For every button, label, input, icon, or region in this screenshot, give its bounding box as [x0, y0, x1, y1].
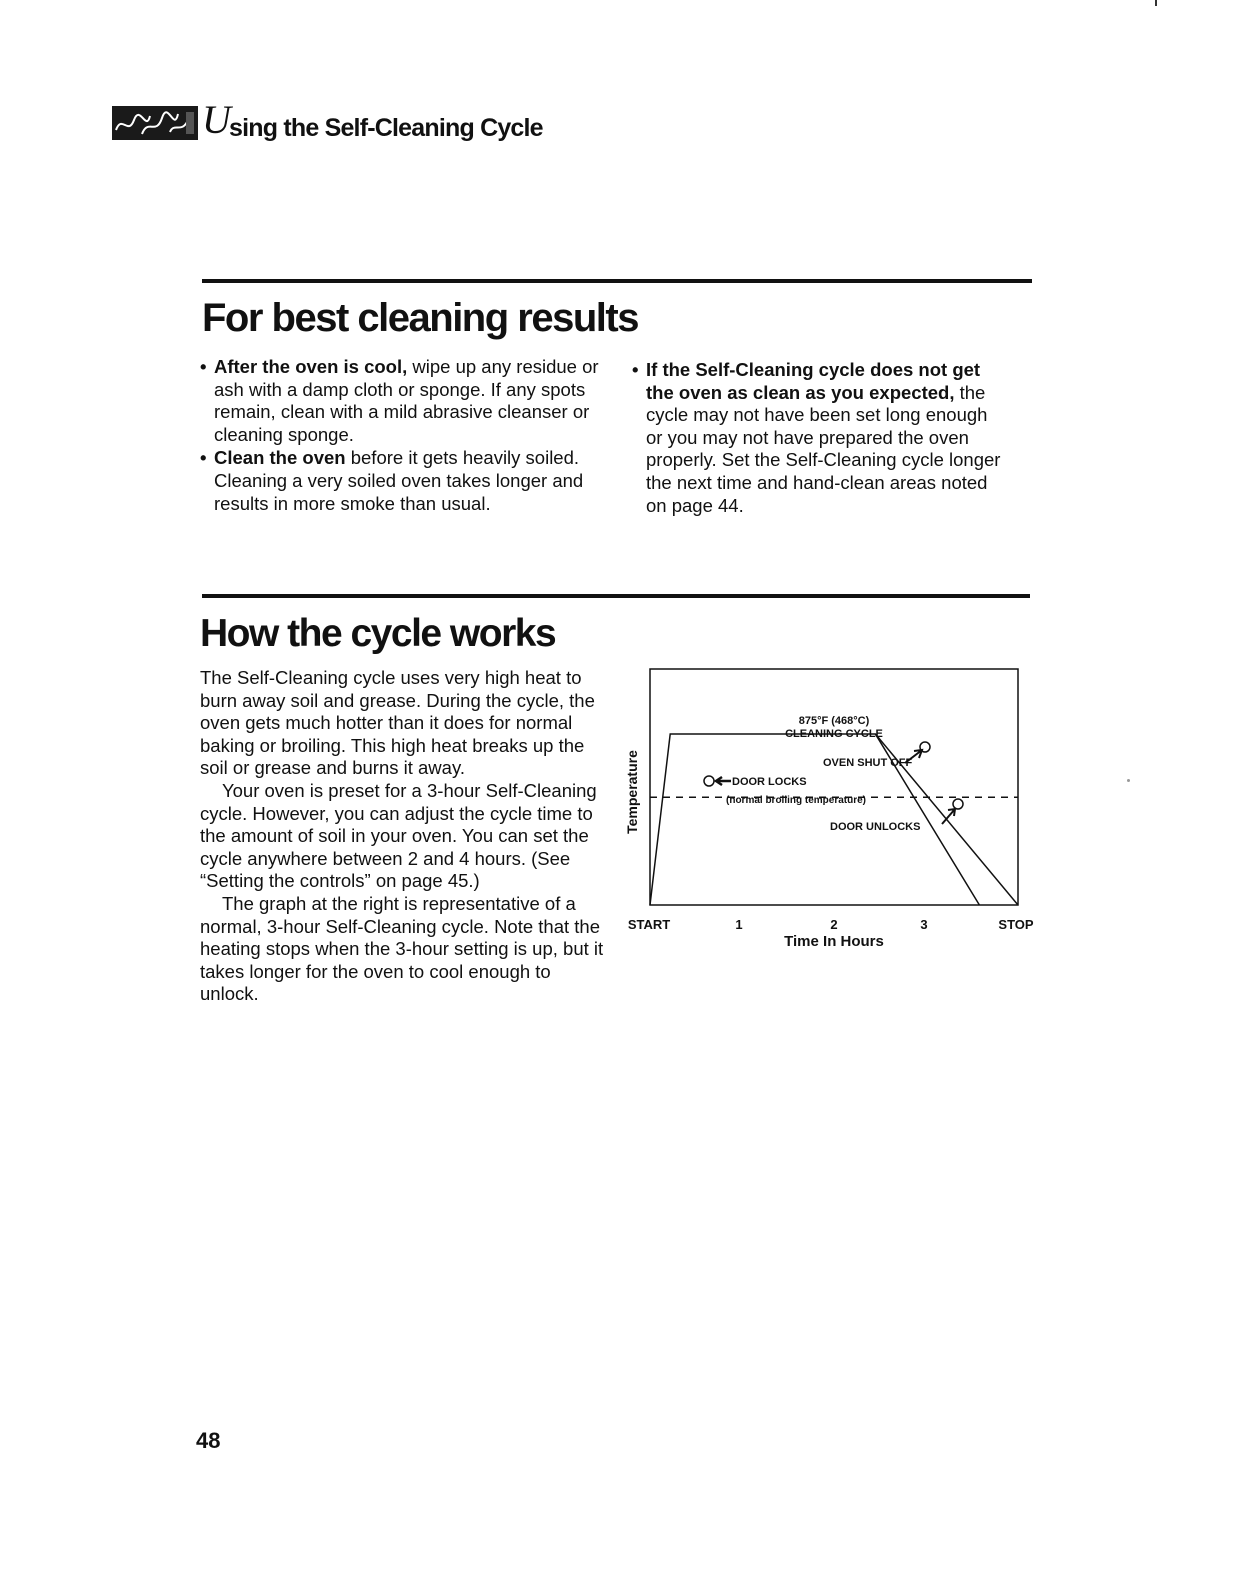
header-title-initial: U	[202, 97, 231, 142]
bullet-item	[200, 356, 600, 446]
door-locks-marker	[704, 776, 714, 786]
section-divider	[202, 594, 1030, 598]
annotation-door-unlocks: DOOR UNLOCKS	[830, 821, 921, 833]
x-tick-label: START	[627, 917, 671, 932]
annotation-oven-shut-off: OVEN SHUT OFF	[823, 757, 913, 769]
how-cycle-works-text	[200, 667, 610, 1006]
section-heading-how-cycle-works: How the cycle works	[200, 612, 556, 655]
paragraph: The Self-Cleaning cycle uses very high heat to burn away soil and grease. During the cycle, the oven gets much hotter than it does for normal baking or broiling. This high heat breaks up the soil or grease and burns it away.	[200, 667, 595, 779]
self-cleaning-section-icon	[112, 106, 198, 140]
self-cleaning-cycle-chart	[618, 664, 1048, 960]
best-results-right-column	[632, 359, 1002, 517]
x-axis-label: Time In Hours	[784, 933, 884, 950]
paragraph: Your oven is preset for a 3-hour Self-Cleaning cycle. However, you can adjust the cycle time to the amount of soil in your oven. You can set the cycle anywhere between 2 and 4 hours. (See “Setting the controls” on page 45.)	[200, 779, 597, 892]
plateau-cleaning-label: CLEANING CYCLE	[785, 728, 883, 740]
x-tick-label: 3	[920, 917, 928, 932]
reference-line-label: (normal broiling temperature)	[726, 795, 867, 806]
annotation-door-locks: DOOR LOCKS	[732, 776, 807, 788]
bullet-text: the cycle may not have been set long enough or you may not have prepared the oven properly. Set the Self-Cleaning cycle longer the next time and hand-clean areas noted on page 44.	[646, 381, 1001, 516]
corner-mark	[1155, 0, 1157, 6]
bullet-text: wipe up any residue or ash with a damp cloth or sponge. If any spots remain, clean with a mild abrasive cleanser or cleaning sponge.	[214, 356, 599, 445]
scan-speck	[1127, 779, 1130, 782]
paragraph: The graph at the right is representative of a normal, 3-hour Self-Cleaning cycle. Note that the heating stops when the 3-hour setting is up, but it takes longer for the oven to cool enough to unlock.	[200, 892, 604, 1005]
door-unlocks-marker	[953, 799, 963, 809]
plateau-temperature-label: 875°F (468°C)	[798, 715, 870, 727]
bullet-item	[632, 359, 1002, 517]
y-axis-label: Temperature	[624, 750, 640, 834]
best-results-left-column	[200, 356, 600, 515]
bullet-lead: After the oven is cool,	[214, 356, 408, 377]
bullet-item	[200, 447, 600, 515]
bullet-lead: Clean the oven	[214, 447, 346, 469]
bullet-text: before it gets heavily soiled. Cleaning a very soiled oven takes longer and results in more smoke than usual.	[214, 447, 584, 514]
door-locks-arrow	[716, 777, 731, 785]
x-tick-label: STOP	[998, 917, 1034, 932]
page-number: 48	[196, 1428, 221, 1453]
bullet-lead: If the Self-Cleaning cycle does not get the oven as clean as you expected,	[646, 359, 981, 403]
section-heading-best-results: For best cleaning results	[202, 296, 638, 340]
header-title: sing the Self-Cleaning Cycle	[229, 114, 543, 142]
section-divider	[202, 279, 1032, 283]
temperature-curve	[650, 734, 979, 905]
plot-frame	[650, 669, 1018, 905]
x-tick-label: 2	[830, 917, 838, 932]
x-tick-label: 1	[735, 917, 743, 932]
